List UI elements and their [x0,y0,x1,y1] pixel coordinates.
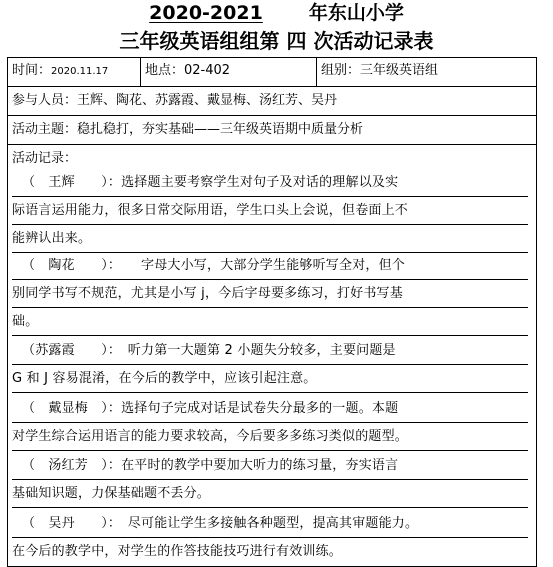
info-row [8,58,536,87]
record-line: 基础知识题，力保基础题不丢分。 [12,480,528,508]
speaker-label: （ 汤红芳 ）： [22,458,122,473]
document-subtitle [0,28,553,54]
record-section [8,145,536,567]
theme-value: 稳扎稳打，夯实基础——三年级英语期中质量分析 [77,122,364,137]
record-label: 活动记录： [12,151,78,166]
participants-names: 王辉、陶花、苏露霞、戴显梅、汤红芳、吴丹 [77,93,338,108]
speaker-label: （ 陶花 ）： [22,258,115,273]
record-line: 在今后的教学中，对学生的作答技能技巧进行有效训练。 [12,544,343,559]
record-line [12,510,528,538]
participants-label: 参与人员： [12,93,78,108]
document-title-school [0,2,553,24]
place-cell [140,58,316,86]
speaker-label: （苏露霞 ）： [22,343,115,358]
school-name: 年东山小学 [308,2,404,24]
record-text: 尽可能让学生多接触各种题型，提高其审题能力。 [114,516,419,531]
participants-row [8,86,536,116]
record-entry [12,510,528,565]
time-value: 2020.11.17 [51,66,109,77]
participants-cell [8,86,536,115]
record-line: 能辨认出来。 [12,225,528,253]
speaker-label: （ 吴丹 ）： [22,516,115,531]
record-line [12,452,528,480]
time-cell [8,58,140,86]
speaker-label: （ 戴显梅 ）： [22,401,122,416]
year-range: 2020-2021 [149,2,263,24]
record-line: 别同学书写不规范，尤其是小写 j，今后字母要多练习，打好书写基 [12,280,528,308]
theme-row [8,115,536,145]
place-value: 02-402 [184,63,231,78]
record-text: 听力第一大题第 2 小题失分较多，主要问题是 [114,343,396,358]
time-label: 时间： [12,63,52,78]
activity-record-table [7,57,537,567]
record-line [12,337,528,365]
record-text: 选择题主要考察学生对句子及对话的理解以及实 [121,175,399,190]
record-line: G 和 J 容易混淆，在今后的教学中，应该引起注意。 [12,365,528,393]
group-label: 组别： [321,63,361,78]
record-line [12,252,528,280]
speaker-label: （ 王辉 ）： [22,175,122,190]
record-entry [12,337,528,393]
theme-cell [8,115,536,144]
record-line: 础。 [12,308,528,336]
record-line: 际语言运用能力，很多日常交际用语，学生口头上会说，但卷面上不 [12,197,528,225]
group-value: 三年级英语组 [360,63,439,78]
record-entry [12,395,528,451]
record-entry [12,252,528,336]
record-entry [12,452,528,508]
record-line [12,169,528,197]
record-line: 对学生综合运用语言的能力要求较高，今后要多多练习类似的题型。 [12,423,528,451]
record-text: 在平时的教学中要加大听力的练习量，夯实语言 [121,458,399,473]
record-entry [12,169,528,253]
group-cell [316,58,536,86]
record-line [12,395,528,423]
place-label: 地点： [145,63,185,78]
record-text: 字母大小写，大部分学生能够听写全对，但个 [114,258,406,273]
theme-label: 活动主题： [12,122,78,137]
subtitle-text: 三年级英语组组第 四 次活动记录表 [119,29,434,53]
record-text: 选择句子完成对话是试卷失分最多的一题。本题 [121,401,399,416]
